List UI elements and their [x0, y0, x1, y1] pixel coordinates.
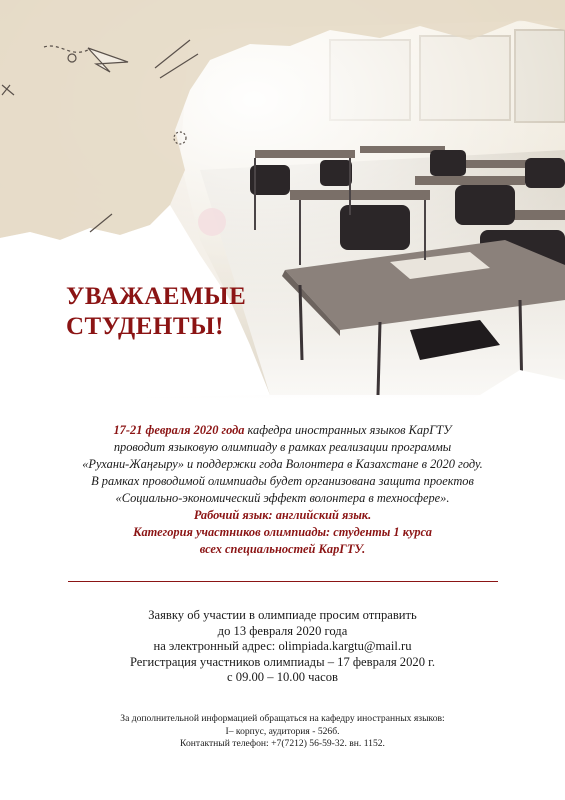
- contact-line-1: За дополнительной информацией обращаться на кафедру иностранных языков:: [120, 713, 445, 724]
- contact-phone: Контактный телефон: +7(7212) 56-59-32. вн. 1152.: [180, 738, 385, 749]
- participant-category-line-2: всех специальностей КарГТУ.: [199, 542, 366, 556]
- announcement-line-4: В рамках проводимой олимпиады будет организована защита проектов: [91, 474, 474, 488]
- request-deadline: до 13 февраля 2020 года: [217, 623, 348, 638]
- application-request: [60, 608, 505, 686]
- announcement-line-2: проводит языковую олимпиаду в рамках реализации программы: [113, 440, 452, 454]
- announcement-line-5: «Социально-экономический эффект волонтера в техносфере».: [115, 491, 450, 505]
- registration-time: с 09.00 – 10.00 часов: [227, 670, 338, 684]
- announcement-line-3: «Рухани-Жаңғыру» и поддержки года Волонтера в Казахстане в 2020 году.: [82, 457, 483, 471]
- announcement-line-1: [40, 422, 525, 439]
- announcement-text: [40, 422, 525, 558]
- participant-category-line-1: Категория участников олимпиады: студенты 1 курса: [133, 525, 432, 539]
- request-email: на электронный адрес: olimpiada.kargtu@mail.ru: [153, 639, 412, 653]
- contact-address: I– корпус, аудитория - 526б.: [225, 725, 340, 737]
- working-language: Рабочий язык: английский язык.: [193, 508, 372, 522]
- headline: [66, 282, 246, 342]
- contact-info: [60, 713, 505, 751]
- divider-line: [68, 581, 498, 582]
- headline-line-2: СТУДЕНТЫ!: [66, 313, 224, 340]
- event-dates: 17-21 февраля 2020 года: [113, 423, 245, 437]
- request-line-1: Заявку об участии в олимпиаде просим отправить: [148, 608, 417, 622]
- headline-line-1: УВАЖАЕМЫЕ: [66, 283, 247, 310]
- announcement-line-1-rest: кафедра иностранных языков КарГТУ: [244, 423, 452, 437]
- registration-date: Регистрация участников олимпиады – 17 февраля 2020 г.: [129, 654, 436, 669]
